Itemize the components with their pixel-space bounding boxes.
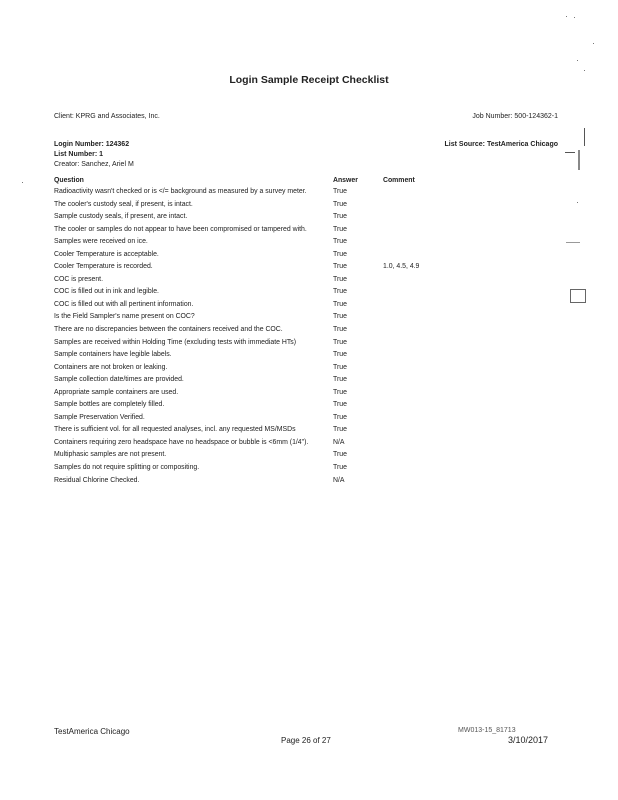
creator-value: Sanchez, Ariel M <box>81 161 134 168</box>
table-row <box>54 339 554 347</box>
table-row <box>54 426 554 434</box>
question-cell: There are no discrepancies between the containers received and the COC. <box>54 326 283 334</box>
question-cell: Cooler Temperature is acceptable. <box>54 250 159 258</box>
comment-cell <box>381 238 554 246</box>
comment-cell <box>381 414 554 422</box>
table-row <box>54 464 554 472</box>
comment-cell <box>381 389 554 397</box>
scan-box <box>570 289 586 303</box>
question-cell: Multiphasic samples are not present. <box>54 451 167 459</box>
question-cell: Sample collection date/times are provided. <box>54 376 184 384</box>
comment-cell <box>381 364 554 372</box>
answer-cell: True <box>333 263 347 271</box>
login-number-label: Login Number: <box>54 141 104 148</box>
comment-cell <box>381 376 554 384</box>
list-number-value: 1 <box>99 151 104 158</box>
scan-speck <box>584 70 585 71</box>
creator-label: Creator: <box>54 161 80 168</box>
answer-cell: True <box>333 363 347 371</box>
list-number-line <box>54 150 103 160</box>
table-row <box>54 364 554 372</box>
comment-cell <box>381 188 554 196</box>
comment-cell <box>381 301 554 309</box>
question-cell: COC is filled out in ink and legible. <box>54 288 159 296</box>
table-body <box>54 188 554 485</box>
question-cell: Containers are not broken or leaking. <box>54 363 168 371</box>
job-number-value: 500-124362-1 <box>514 113 558 120</box>
question-cell: The cooler's custody seal, if present, is intact. <box>54 200 193 208</box>
footer-date: 3/10/2017 <box>508 735 549 745</box>
comment-cell <box>381 477 554 485</box>
question-cell: Sample custody seals, if present, are intact. <box>54 213 188 221</box>
table-row <box>54 238 554 246</box>
question-cell: Sample containers have legible labels. <box>54 351 172 359</box>
question-cell: Samples are received within Holding Time (excluding tests with immediate HTs) <box>54 338 297 346</box>
question-cell: Sample bottles are completely filled. <box>54 401 165 409</box>
client-line <box>54 112 160 122</box>
table-row <box>54 389 554 397</box>
comment-cell <box>381 251 554 259</box>
table-row <box>54 451 554 459</box>
client-label: Client: <box>54 113 74 120</box>
comment-cell <box>381 351 554 359</box>
question-cell: Appropriate sample containers are used. <box>54 388 179 396</box>
question-cell: Is the Field Sampler's name present on COC? <box>54 313 195 321</box>
table-row <box>54 376 554 384</box>
question-cell: Radioactivity wasn't checked or is </= background as measured by a survey meter. <box>54 188 307 195</box>
comment-cell <box>381 288 554 296</box>
comment-cell <box>381 213 554 221</box>
scan-speck <box>574 17 575 18</box>
scan-speck <box>577 202 578 203</box>
scan-mark <box>565 152 575 153</box>
question-cell: Samples were received on ice. <box>54 238 148 246</box>
footer-doc-code: MW013-15_81713 <box>458 727 516 734</box>
answer-cell: True <box>333 401 347 409</box>
footer-page-label: Page 26 of 27 <box>281 736 331 745</box>
job-number-line <box>472 112 558 122</box>
table-row <box>54 401 554 409</box>
comment-cell: 1.0, 4.5, 4.9 <box>383 263 420 271</box>
comment-cell <box>381 313 554 321</box>
list-source-value: TestAmerica Chicago <box>486 141 558 148</box>
table-row <box>54 188 554 196</box>
scan-mark <box>578 150 580 170</box>
answer-cell: True <box>333 338 347 346</box>
question-cell: Sample Preservation Verified. <box>54 413 145 421</box>
client-value: KPRG and Associates, Inc. <box>75 113 160 120</box>
table-row <box>54 326 554 334</box>
creator-line <box>54 160 134 170</box>
scan-mark <box>566 242 580 243</box>
comment-cell <box>381 401 554 409</box>
answer-cell: N/A <box>333 438 345 446</box>
comment-header: Comment <box>383 177 415 184</box>
login-number-value: 124362 <box>105 141 130 148</box>
scan-mark <box>584 128 585 146</box>
table-row <box>54 288 554 296</box>
answer-cell: True <box>333 275 347 283</box>
answer-cell: True <box>333 413 347 421</box>
answer-cell: True <box>333 200 347 208</box>
table-header-row <box>54 177 554 185</box>
answer-cell: True <box>333 388 347 396</box>
job-number-label: Job Number: <box>472 113 513 120</box>
table-row <box>54 201 554 209</box>
question-cell: COC is present. <box>54 275 104 283</box>
table-row <box>54 477 554 485</box>
question-cell: There is sufficient vol. for all requested analyses, incl. any requested MS/MSDs <box>54 426 296 434</box>
answer-cell: True <box>333 451 347 459</box>
scan-speck <box>22 182 23 183</box>
answer-cell: True <box>333 426 347 434</box>
answer-cell: True <box>333 225 347 233</box>
comment-cell <box>381 201 554 209</box>
question-cell: The cooler or samples do not appear to have been compromised or tampered with. <box>54 225 307 233</box>
comment-cell <box>381 276 554 284</box>
comment-cell <box>381 339 554 347</box>
answer-header: Answer <box>333 177 358 184</box>
answer-cell: True <box>333 288 347 296</box>
checklist-table <box>54 177 554 489</box>
answer-cell: True <box>333 300 347 308</box>
answer-cell: True <box>333 188 347 195</box>
comment-cell <box>381 226 554 234</box>
answer-cell: True <box>333 376 347 384</box>
list-source-label: List Source: <box>444 141 485 148</box>
question-header: Question <box>54 177 84 184</box>
question-cell: COC is filled out with all pertinent information. <box>54 300 194 308</box>
question-cell: Residual Chlorine Checked. <box>54 476 140 484</box>
question-cell: Cooler Temperature is recorded. <box>54 263 153 271</box>
comment-cell <box>381 326 554 334</box>
scan-speck <box>577 60 578 61</box>
comment-cell <box>381 439 554 447</box>
table-row <box>54 251 554 259</box>
table-row <box>54 226 554 234</box>
answer-cell: True <box>333 464 347 472</box>
page-title: Login Sample Receipt Checklist <box>229 74 389 86</box>
table-row <box>54 351 554 359</box>
answer-cell: True <box>333 213 347 221</box>
table-row <box>54 213 554 221</box>
table-row <box>54 439 554 447</box>
comment-cell <box>381 426 554 434</box>
answer-cell: True <box>333 326 347 334</box>
list-number-label: List Number: <box>54 151 98 158</box>
comment-cell <box>381 451 554 459</box>
question-cell: Samples do not require splitting or compositing. <box>54 464 200 472</box>
answer-cell: True <box>333 313 347 321</box>
footer-lab-name: TestAmerica Chicago <box>54 727 130 736</box>
scan-speck <box>593 43 594 44</box>
answer-cell: N/A <box>333 476 345 484</box>
list-source-line <box>445 140 558 150</box>
table-row <box>54 414 554 422</box>
table-row <box>54 276 554 284</box>
answer-cell: True <box>333 351 347 359</box>
table-row <box>54 313 554 321</box>
scan-speck <box>566 16 567 17</box>
comment-cell <box>381 464 554 472</box>
table-row <box>54 301 554 309</box>
answer-cell: True <box>333 250 347 258</box>
answer-cell: True <box>333 238 347 246</box>
question-cell: Containers requiring zero headspace have no headspace or bubble is <6mm (1/4"). <box>54 438 309 446</box>
table-row <box>54 263 554 271</box>
login-number-line <box>54 140 129 150</box>
